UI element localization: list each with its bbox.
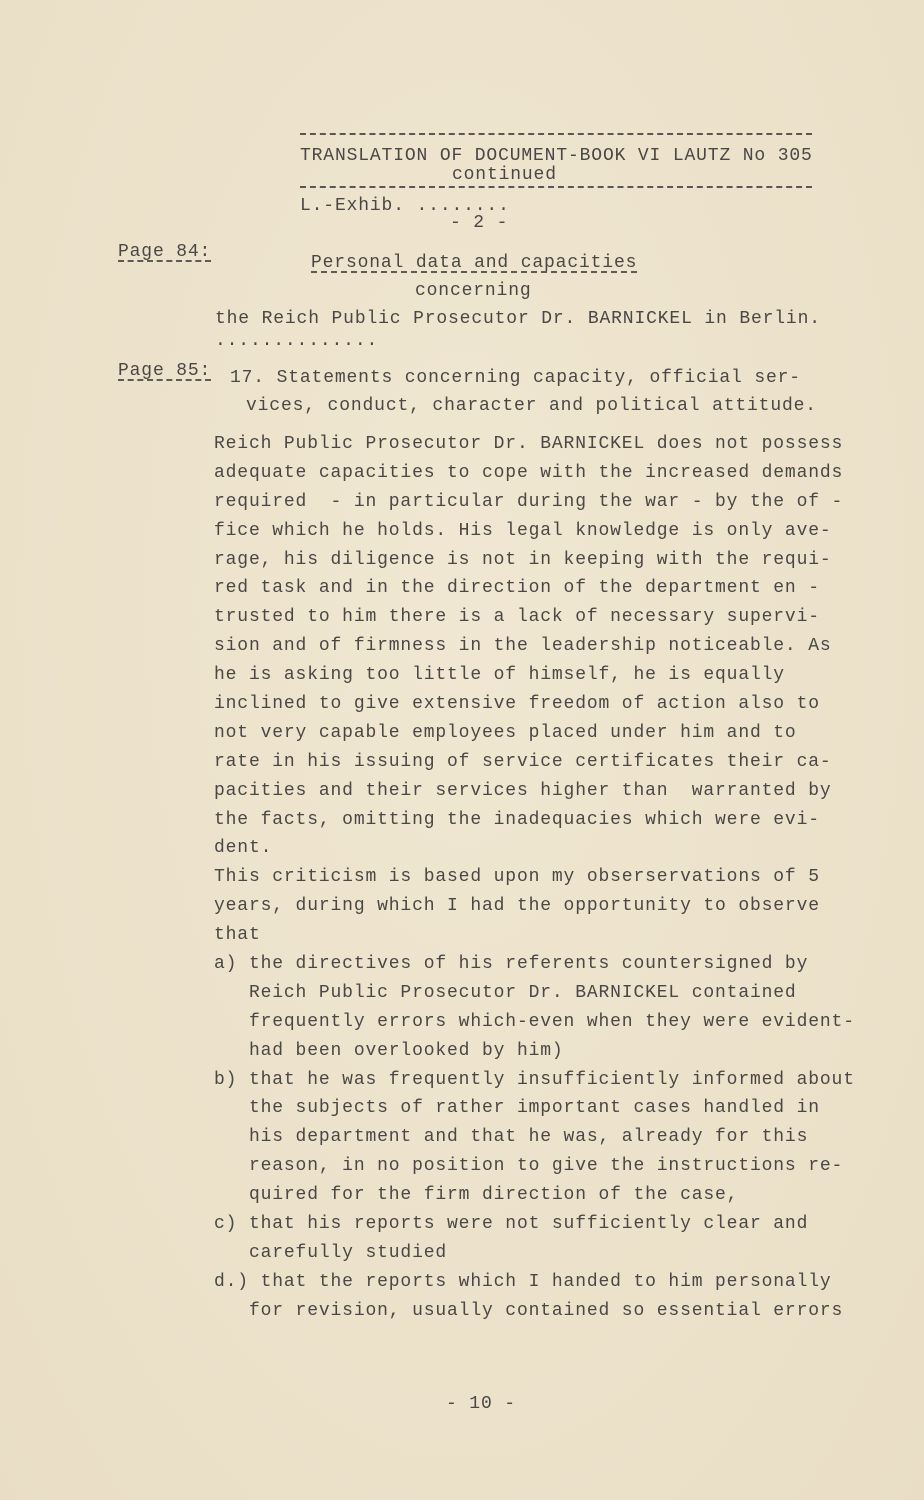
list-line: a) the directives of his referents countersigned by — [214, 954, 809, 975]
section-heading: Personal data and capacities — [311, 253, 638, 273]
list-line: the subjects of rather important cases handled in — [214, 1098, 820, 1119]
concerning-label: concerning — [415, 281, 532, 301]
subject-line: the Reich Public Prosecutor Dr. BARNICKEL in Berlin. — [215, 309, 821, 329]
list-line: c) that his reports were not sufficiently clear and — [214, 1214, 809, 1235]
continued-label: continued — [452, 165, 557, 185]
body-line: the facts, omitting the inadequacies which were evi- — [214, 809, 820, 830]
dotted-separator: .............. — [215, 331, 379, 351]
body-line: trusted to him there is a lack of necessary supervi- — [214, 607, 820, 628]
exhibit-label: L.-Exhib. ........ — [300, 196, 510, 216]
list-line: carefully studied — [214, 1242, 448, 1263]
body-line: years, during which I had the opportunity to observe — [214, 896, 820, 917]
body-line: required - in particular during the war - by the of - — [214, 491, 844, 512]
list-line: Reich Public Prosecutor Dr. BARNICKEL contained — [214, 982, 797, 1003]
list-line: reason, in no position to give the instructions re- — [214, 1156, 844, 1177]
list-line: his department and that he was, already for this — [214, 1127, 809, 1148]
body-line: This criticism is based upon my obserservations of 5 — [214, 867, 820, 888]
sub-page-number: - 2 - — [450, 213, 509, 233]
list-line: had been overlooked by him) — [214, 1040, 564, 1061]
list-line: d.) that the reports which I handed to him personally — [214, 1271, 832, 1292]
margin-ref-page-85: Page 85: — [118, 361, 212, 381]
list-line: b) that he was frequently insufficiently informed about — [214, 1069, 855, 1090]
list-line: frequently errors which-even when they were evident- — [214, 1011, 855, 1032]
body-line: sion and of firmness in the leadership noticeable. As — [214, 636, 832, 657]
footer-page-number: - 10 - — [446, 1394, 516, 1414]
body-line: adequate capacities to cope with the increased demands — [214, 462, 844, 483]
list-line: for revision, usually contained so essential errors — [214, 1300, 844, 1321]
body-line: Reich Public Prosecutor Dr. BARNICKEL does not possess — [214, 434, 844, 454]
body-line: rage, his diligence is not in keeping with the requi- — [214, 549, 832, 570]
section-17-line-1: 17. Statements concerning capacity, official ser- — [230, 368, 801, 388]
body-line: pacities and their services higher than warranted by — [214, 780, 832, 801]
body-line: he is asking too little of himself, he is equally — [214, 665, 785, 686]
body-line: inclined to give extensive freedom of action also to — [214, 694, 820, 715]
section-17-line-2: vices, conduct, character and political attitude. — [246, 396, 817, 416]
body-line: dent. — [214, 838, 273, 859]
body-line: fice which he holds. His legal knowledge is only ave- — [214, 520, 832, 541]
document-title: TRANSLATION OF DOCUMENT-BOOK VI LAUTZ No 305 — [300, 146, 813, 166]
header-rule-bottom — [300, 186, 812, 188]
body-line: that — [214, 925, 261, 946]
body-line: rate in his issuing of service certificates their ca- — [214, 751, 832, 772]
header-rule-top — [300, 133, 812, 135]
body-line: red task and in the direction of the department en - — [214, 578, 820, 599]
body-text — [214, 430, 864, 1326]
margin-ref-page-84: Page 84: — [118, 242, 212, 262]
body-line: not very capable employees placed under him and to — [214, 722, 797, 743]
list-line: quired for the firm direction of the case, — [214, 1185, 739, 1206]
